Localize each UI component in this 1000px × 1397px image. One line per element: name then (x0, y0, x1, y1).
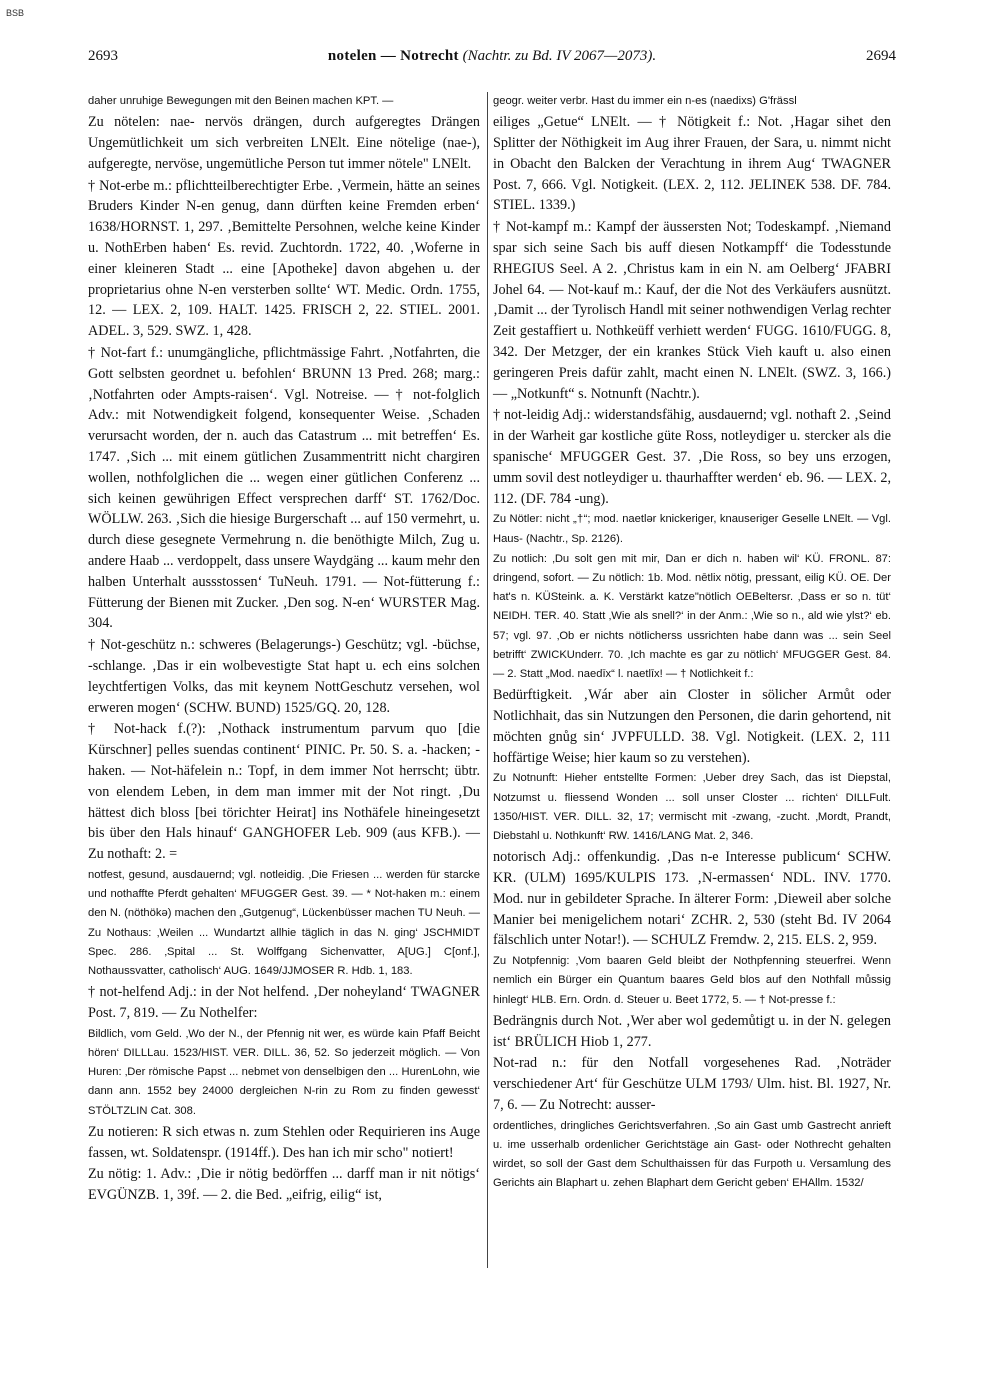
left-column (88, 92, 480, 1206)
dictionary-entry: Bedrängnis durch Not. ‚Wer aber wol gedemůtigt u. in der N. gelegen ist‘ BRÜLICH Hiob 1, 277. (493, 1012, 891, 1050)
running-title-note: (Nachtr. zu Bd. IV 2067—2073). (462, 48, 657, 64)
running-title (88, 48, 896, 65)
dictionary-entry: Not-rad n.: für den Notfall vorgesehenes Rad. ‚Noträder verschiedener Art‘ für Geschütze ULM 1793/ Ulm. hist. Bl. 1927, Nr. 7, 6. — Zu Notrecht: ausser- (493, 1055, 891, 1113)
dictionary-entry: geogr. weiter verbr. Hast du immer ein n-es (naedixs) G'frässl (493, 95, 797, 107)
running-header (88, 48, 896, 70)
dictionary-entry: eiliges „Getue“ LNElt. — † Nötigkeit f.: Not. ‚Hagar sihet den Splitter der Nöthigkeit im Aug ihrer Frauen, der Sara, u. nimmt nicht in Obacht den Balcken der Verachtung in ihrem Aug‘ TWAGNER Post. 7, 666. Vgl. Notigkeit. (LEX. 2, 112. JELINEK 538. DF. 784. STIEL. 1339.) (493, 114, 891, 214)
dictionary-entry: † Not-kampf m.: Kampf der äussersten Not; Todeskampf. ‚Niemand spar sich seine Sach bis auff diesen Notkampff‘ die Todesstunde RHEGIUS Seel. A 2. ‚Christus kam in ein N. am Oelberg‘ JFABRI Johel 64. — Not-kauf m.: Kauf, der die Not des Verkäufers ausnützt. ‚Damit ... der Tyrolisch Handl mit seiner nothwendigen Verlag rechter Zeit gestaffiert u. Nothkeüff verhiett werden‘ FUGG. 1610/FUGG. 8, 342. Der Metzger, der ein krankes Stück Vieh kauft u. also einen geringeren Preis dafür zahlt, macht einen N. LNElt. (SWZ. 3, 166.) — „Notkunft“ s. Notnunft (Nachtr.). (493, 219, 891, 402)
dictionary-entry: † not-leidig Adj.: widerstandsfähig, ausdauernd; vgl. nothaft 2. ‚Seind in der Warheit gar kostliche güte Ross, notleydiger u. stercker als die spanische‘ MFUGGER Gest. 37. ‚Die Ross, so bey uns erzogen, umm sovil dest notleydiger u. thaurhaffter werden‘ eb. 96. — LEX. 2, 112. (DF. 784 -ung). (493, 407, 891, 507)
library-stamp: BSB (6, 8, 25, 18)
dictionary-entry: † Not-fart f.: unumgängliche, pflichtmässige Fahrt. ‚Notfahrten, die Gott selbsten geordnet u. befohlen‘ BRUNN 13 Pred. 268; marg.: ‚Notfahrten oder Ampts-raisen‘. Vgl. Notreise. — † not-folglich Adv.: mit Notwendigkeit folgend, konsequenter Weise. ‚Schaden verursacht worden, der n. auch das Catastrum ... mit betreffen‘ Es. 1747. ‚Sich ... mit einem gütlichen Zusammentritt nicht chargiren wollen, nothfolglichen die ... wegen einer gütlichen Conferenz ... sich keinen gewührigen Effect versprechen darff‘ ST. 1762/Doc. WÖLLW. 263. ‚Sich die hiesige Burgerschaft ... auf 150 vermehrt, u. durch diese gesegnete Vermehrung n. die benöthigte Milch, Zug u. andere Haab ... verdoppelt, dass unsere Waydgäng ... kaum mehr den halben Unterhalt aussstossen‘ TuNeuh. 1791. — Not-fütterung f.: Fütterung der Bienen mit Zucker. ‚Den sog. N-en‘ WURSTER Mag. 304. (88, 344, 480, 632)
column-divider (487, 92, 488, 1268)
dictionary-entry: † not-helfend Adj.: in der Not helfend. ‚Der noheyland‘ TWAGNER Post. 7, 819. — Zu Nothelfer: (88, 984, 480, 1021)
dictionary-entry: daher unruhige Bewegungen mit den Beinen machen KPT. — (88, 95, 394, 107)
dictionary-entry: Bedürftigkeit. ‚Wár aber ain Closter in sölicher Armůt oder Notlichhait, das sin Nutzungen den Personen, die darin gehortend, nit möchten gnůg sin‘ JVPFULLD. 38. Vgl. Notigkeit. (LEX. 2, 111 hoffärtige Weise; hier kaum so zu verstehen). (493, 687, 891, 766)
dictionary-entry: notorisch Adj.: offenkundig. ‚Das n-e Interesse publicum‘ SCHW. KR. (ULM) 1695/KULPIS 173. ‚N-ermassen‘ NDL. INV. 1770. Mod. nur in gebildeter Sprache. In älterer Form: ‚Dieweil aber solche Manier bei menigelichem notari‘ ZCHR. 2, 530 (steht Bd. IV 2064 fälschlich unter Notar!). — SCHULZ Fremdw. 2, 215. ELS. 2, 959. (493, 849, 891, 949)
dictionary-entry: Zu notieren: R sich etwas n. zum Stehlen oder Requirieren ins Auge fassen, wt. Soldatenspr. (1914ff.). Des han ich mir scho" notiert! (88, 1123, 480, 1161)
page-number-left: 2693 (88, 48, 118, 64)
running-title-main: notelen — Notrecht (327, 48, 459, 64)
dictionary-entry: Zu Notpfennig: ‚Vom baaren Geld bleibt der Nothpfenning steuerfrei. Wenn nemlich ein Bürger ein Quantum baares Geld blos auf den Nothfall můssig hinlegt‘ HLB. Ern. Ordn. d. Steuer u. Beet 1772, 5. — † Not-presse f.: (493, 955, 891, 1006)
dictionary-entry: Zu notlich: ‚Du solt gen mit mir, Dan er dich n. haben wil‘ KÜ. FRONL. 87: dringend, sofort. — Zu nötlich: 1b. Mod. nētlix nötig, pressant, eilig KÜ. OE. Der hat's n. KÜSteink. a. K. Verstärkt katze"nötlich OEBeltersr. ‚Dass er so n. tüt‘ NEIDH. TER. 40. Statt ‚Wie als snell?‘ in der Anm.: ‚Wie so n., ald wie ylst?‘ eb. 57; vgl. 97. ‚Ob er nichts nötlicherss ussrichten habe dann was ... sein Seel betrifft‘ ZWICKUnderr. 70. ‚Ich machte es gar zu nötlich‘ MFUGGER Gest. 84. — 2. Statt „Mod. naedīx“ l. naetlīx! — † Notlichkeit f.: (493, 552, 891, 680)
right-column (493, 92, 891, 1194)
dictionary-entry: Bildlich, vom Geld. ‚Wo der N., der Pfennig nit wer, es würde kain Pfaff Beicht hören‘ DILLLau. 1523/HIST. VER. DILL. 36, 52. So jederzeit möglich. — Von Huren: ‚Der römische Papst ... nebmet von denselbigen den ... HurenLohn, wie dann ann. 1552 bey 24000 dergleichen N-rin zu Rom zu finden gewesst‘ STÖLTZLIN Cat. 308. (88, 1027, 480, 1117)
dictionary-entry: † Not-hack f.(?): ‚Nothack instrumentum parvum quo [die Kürschner] pelles suendas continent‘ PINIC. Pr. 50. S. a. -hacken; -haken. — Not-häfelein n.: Topf, in dem immer Not herrscht; übtr. von elendem Leben, in dem man immer mit der Not ringt. ‚Du hättest dich bloss [bei törichter Heirat] ins Nothäfele hineingesetzt bis über den Hals hinauf‘ GANGHOFER Leb. 909 (aus KFB.). — Zu nothaft: 2. = (88, 721, 480, 863)
dictionary-entry: notfest, gesund, ausdauernd; vgl. notleidig. ‚Die Friesen ... werden für starcke und nothaffte Pferdt gehalten‘ MFUGGER Gest. 39. — * Not-haken m.: einem den N. (nöthökə) machen den „Gutgenug“, Lückenbüsser machen TU Neuh. — Zu Nothaus: ‚Weilen ... Wundartzt allhie täglich in das N. ging‘ JSCHMIDT Spec. 286. ‚Spital ... St. Wolffgang Sichenvatter, A[UG.] C[onf.], Nothaussvatter, catholisch‘ AUG. 1649/JJMOSER R. Hdb. 1, 183. (88, 868, 480, 977)
dictionary-entry: Zu Nötler: nicht „†“; mod. naetlər knickeriger, knauseriger Geselle LNElt. — Vgl. Haus- (Nachtr., Sp. 2126). (493, 513, 891, 545)
dictionary-entry: Zu Notnunft: Hieher entstellte Formen: ‚Ueber drey Sach, das ist Diepstal, Notzumst u. fliessend Wonden ... soll unser Closter ... richten‘ DILLFult. 1350/HIST. VER. DILL. 32, 17; vermischt mit -zwang, -zucht. ‚Mordt, Prandt, Diebstahl u. Nothkunft‘ RW. 1416/LANG Mat. 2, 346. (493, 772, 891, 842)
dictionary-entry: ordentliches, dringliches Gerichtsverfahren. ‚So ain Gast umb Gastrecht anrieft u. ime usserhalb ordenlicher Gerichtstäge ain Gast- oder Nothrecht gehalten wirdet, so soll der Gast dem Schulthaissen für das Furpoth u. Versamlung des Gerichts ain Blaphart u. zehen Blaphart dem Gericht geben‘ EHAllm. 1532/ (493, 1119, 891, 1190)
dictionary-entry: † Not-erbe m.: pflichtteilberechtigter Erbe. ‚Vermein, hätte an seines Bruders Kinder N-en genug, dann dürften keine Fremden erben‘ 1638/HORNST. 1, 297. ‚Bemittelte Persohnen, welche keine Kinder u. NothErben haben‘ Es. revid. Zuchtordn. 1722, 40. ‚Woferne in einer kleineren Stadt ... eine [Apotheke] davon abgehen u. der proprietarius ohne N-en versterben sollte‘ WT. Medic. Ordn. 1755, 12. — LEX. 2, 109. HALT. 1425. FRISCH 2, 22. STIEL. 2001. ADEL. 3, 529. SWZ. 1, 428. (88, 177, 480, 340)
dictionary-entry: Zu nötelen: nae- nervös drängen, durch aufgeregtes Drängen Ungemütlichkeit um sich verbreiten LNElt. Eine nötelige (nae-), aufgeregte, nervöse, ungemütliche Person tut immer nötele" LNElt. (88, 114, 480, 172)
dictionary-entry: Zu nötig: 1. Adv.: ‚Die ir nötig bedörffen ... darff man ir nit nötigs‘ EVGÜNZB. 1, 39f. — 2. die Bed. „eifrig, eilig“ ist, (88, 1166, 480, 1204)
dictionary-entry: † Not-geschütz n.: schweres (Belagerungs-) Geschütz; vgl. -büchse, -schlange. ‚Das ir ein wolbevestigte Stat hapt u. ech eins solchen leychtfertigen Volks, das mit keynem NottGeschutz versehen, wol erweren mogen‘ (SCHW. BUND) 1525/GQ. 20, 128. (88, 637, 480, 716)
page-number-right: 2694 (866, 48, 896, 64)
